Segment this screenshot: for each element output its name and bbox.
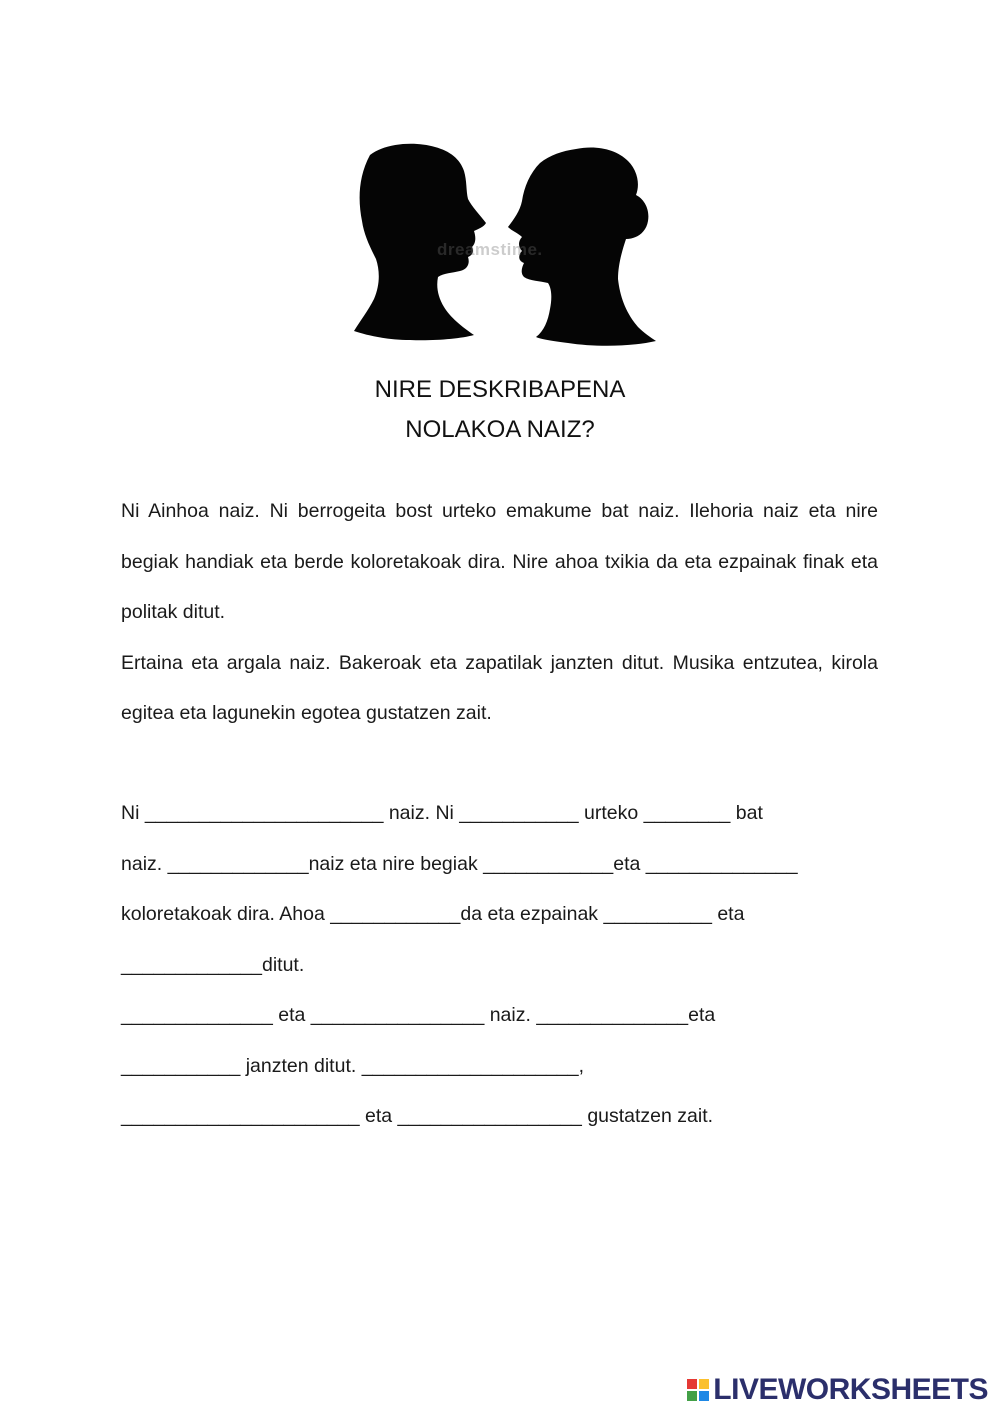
logo-square-green	[687, 1391, 697, 1401]
exercise-block	[121, 788, 878, 1142]
reading-text	[121, 486, 878, 739]
exercise-line-6[interactable]: ___________ janzten ditut. ____________________,	[121, 1054, 585, 1077]
exercise-line-5[interactable]: ______________ eta ________________ naiz. ______________eta	[121, 1004, 716, 1026]
exercise-line-7[interactable]: ______________________ eta _________________ gustatzen zait.	[121, 1105, 714, 1127]
liveworksheets-logo[interactable]	[687, 1372, 988, 1408]
reading-paragraph-1: Ni Ainhoa naiz. Ni berrogeita bost urteko emakume bat naiz. Ilehoria naiz eta nire begiak handiak eta berde koloretakoak dira. Nire ahoa txikia da eta ezpainak finak eta politak ditut.	[121, 500, 878, 623]
liveworksheets-logo-icon	[687, 1379, 709, 1401]
logo-text: LIVEWORKSHEETS	[713, 1373, 988, 1406]
logo-square-red	[687, 1379, 697, 1389]
exercise-line-3[interactable]: koloretakoak dira. Ahoa ____________da eta ezpainak __________ eta	[121, 903, 745, 925]
page-title: NIRE DESKRIBAPENA	[374, 376, 626, 403]
exercise-line-2[interactable]: naiz. _____________naiz eta nire begiak ____________eta ______________	[121, 852, 798, 875]
reading-paragraph-2: Ertaina eta argala naiz. Bakeroak eta zapatilak janzten ditut. Musika entzutea, kirola egitea eta lagunekin egotea gustatzen zait.	[121, 651, 878, 724]
logo-square-blue	[699, 1391, 709, 1401]
watermark-text: dreamstime.	[437, 240, 543, 259]
page-subtitle: NOLAKOA NAIZ?	[405, 416, 595, 443]
exercise-line-1[interactable]: Ni ______________________ naiz. Ni ___________ urteko ________ bat	[121, 802, 763, 824]
logo-square-yellow	[699, 1379, 709, 1389]
exercise-line-4[interactable]: _____________ditut.	[121, 953, 305, 976]
